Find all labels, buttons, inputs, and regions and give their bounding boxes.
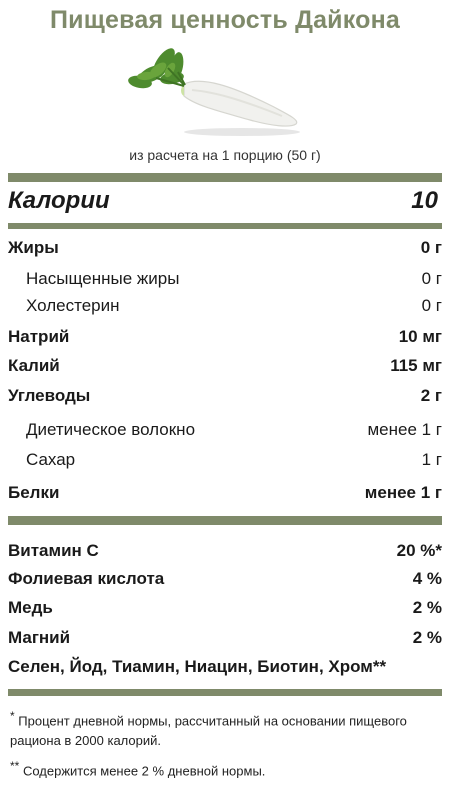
- nutrient-value: менее 1 г: [364, 483, 442, 502]
- nutrient-value: 0 г: [421, 296, 442, 315]
- nutrient-row: [8, 269, 442, 289]
- nutrient-value: менее 1 г: [367, 420, 442, 439]
- nutrient-label: Белки: [8, 483, 60, 502]
- nutrient-row: [8, 327, 442, 347]
- vitamin-value: 4 %: [412, 569, 442, 588]
- nutrient-row: [8, 483, 442, 503]
- footnote-mark: *: [10, 709, 15, 723]
- vitamin-value: 2 %: [412, 628, 442, 647]
- vitamin-label: Медь: [8, 598, 53, 617]
- nutrient-label: Насыщенные жиры: [26, 269, 180, 288]
- vitamin-row: [8, 569, 442, 589]
- vitamin-row: [8, 541, 442, 561]
- nutrient-row: [8, 450, 442, 470]
- vitamin-row: [8, 598, 442, 618]
- serving-size: из расчета на 1 порцию (50 г): [129, 147, 321, 163]
- nutrient-value: 10 мг: [398, 327, 442, 346]
- footnote-text: Процент дневной нормы, рассчитанный на основании пищевого рациона в 2000 калорий.: [10, 713, 407, 749]
- nutrient-row: [8, 296, 442, 316]
- footnote-mark: **: [10, 759, 20, 773]
- nutrient-label: Диетическое волокно: [26, 420, 196, 439]
- divider-bottom: [8, 689, 442, 696]
- nutrient-row: [8, 420, 442, 440]
- vitamin-label: Магний: [8, 628, 71, 647]
- nutrient-label: Натрий: [8, 327, 70, 346]
- vitamin-row: [8, 628, 442, 648]
- nutrient-label: Углеводы: [8, 386, 91, 405]
- footnote-trace: [10, 756, 440, 781]
- vitamin-value: 2 %: [412, 598, 442, 617]
- calories-value: 10: [411, 187, 438, 214]
- divider-vitamins: [8, 516, 442, 525]
- trace-elements: Селен, Йод, Тиамин, Ниацин, Биотин, Хром**: [8, 657, 387, 676]
- calories-row: [8, 187, 442, 215]
- divider-top: [8, 173, 442, 182]
- vitamin-label: Витамин C: [8, 541, 99, 560]
- nutrient-value: 2 г: [420, 386, 442, 405]
- nutrient-row: [8, 356, 442, 376]
- vitamin-value: 20 %*: [396, 541, 442, 560]
- calories-label: Калории: [8, 187, 110, 214]
- divider-calories: [8, 223, 442, 229]
- footnote-text: Содержится менее 2 % дневной нормы.: [22, 763, 266, 779]
- nutrient-label: Холестерин: [26, 296, 120, 315]
- nutrient-value: 115 мг: [390, 356, 442, 375]
- nutrient-row: [8, 386, 442, 406]
- nutrient-value: 1 г: [421, 450, 442, 469]
- nutrient-row: [8, 238, 442, 258]
- vitamin-label: Фолиевая кислота: [8, 569, 165, 588]
- nutrient-value: 0 г: [420, 238, 442, 257]
- nutrient-label: Сахар: [26, 450, 76, 469]
- daikon-radish-illustration: [122, 44, 312, 140]
- nutrient-label: Калий: [8, 356, 60, 375]
- nutrient-value: 0 г: [421, 269, 442, 288]
- nutrient-label: Жиры: [8, 238, 59, 257]
- footnote-daily-value: [10, 706, 440, 751]
- page-title: Пищевая ценность Дайкона: [49, 6, 401, 34]
